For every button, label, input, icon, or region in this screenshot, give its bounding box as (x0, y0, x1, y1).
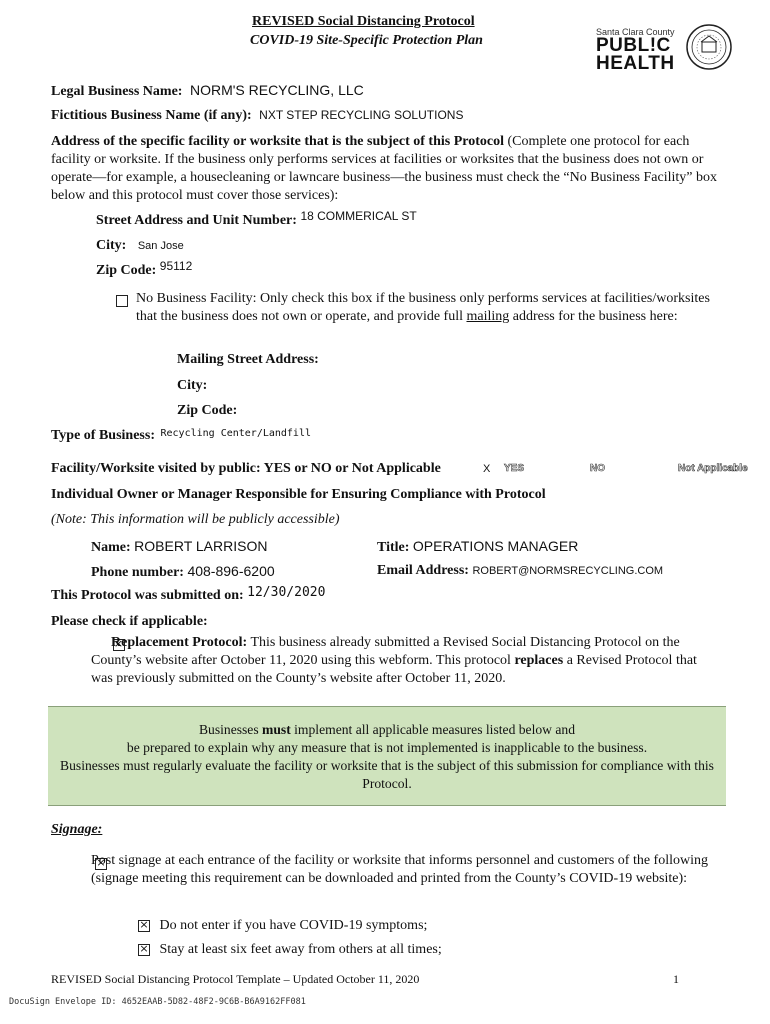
owner-name-value[interactable]: ROBERT LARRISON (134, 538, 268, 554)
owner-phone-row (91, 563, 275, 581)
compliance-banner (48, 706, 726, 806)
owner-phone-value[interactable]: 408-896-6200 (187, 563, 275, 579)
check-applicable-label: Please check if applicable: (51, 614, 208, 629)
owner-note: (Note: This information will be publicly accessible) (51, 512, 340, 527)
banner-line-1 (48, 721, 726, 739)
mailing-street-label: Mailing Street Address: (177, 352, 319, 367)
legal-name-label: Legal Business Name: (51, 84, 183, 99)
street-label: Street Address and Unit Number: (96, 213, 297, 228)
submitted-date-value[interactable]: 12/30/2020 (247, 585, 326, 600)
city-value[interactable]: San Jose (137, 240, 184, 252)
visited-selection-mark[interactable]: X (483, 463, 491, 475)
replacement-heading: Replacement Protocol: (111, 635, 248, 650)
signage-symptoms-text: Do not enter if you have COVID-19 symptoms; (159, 918, 428, 933)
replacement-replaces: replaces (514, 653, 564, 668)
owner-name-row (91, 538, 267, 556)
legal-name-value[interactable]: NORM'S RECYCLING, LLC (189, 82, 364, 98)
legal-name-row (51, 82, 364, 100)
signage-distance-text: Stay at least six feet away from others at all times; (159, 942, 442, 957)
fictitious-name-row (51, 108, 463, 124)
replacement-protocol-text (91, 634, 716, 688)
signage-sub1-row (138, 918, 427, 934)
no-facility-tail: address for the business here: (512, 309, 678, 324)
address-instructions-text: (Complete one protocol for each facility or worksite. If the business only performs services at facilities or worksites that the business does not own or operate—for example, a housecleaning or lawncare business—the business must check the “No Business Facility” box below and this protocol must cover those services): (51, 134, 717, 203)
city-row (96, 238, 184, 254)
type-label: Type of Business: (51, 428, 155, 443)
option-no[interactable]: NO (590, 463, 605, 474)
signage-post-text: Post signage at each entrance of the facility or worksite that informs personnel and customers of the following (signage meeting this requirement can be downloaded and printed from the County’s COVID-19 website): (91, 853, 708, 886)
no-facility-mailing: mailing (466, 309, 510, 324)
owner-email-row (377, 563, 663, 579)
document-subtitle: COVID-19 Site-Specific Protection Plan (250, 33, 483, 48)
banner-line-2: be prepared to explain why any measure that is not implemented is inapplicable to the business. (126, 740, 648, 755)
owner-heading: Individual Owner or Manager Responsible for Ensuring Compliance with Protocol (51, 487, 546, 502)
address-heading: Address of the specific facility or worksite that is the subject of this Protocol (51, 134, 504, 149)
street-row (96, 209, 417, 229)
address-instructions (51, 133, 721, 205)
owner-title-label: Title: (377, 540, 410, 555)
document-title: REVISED Social Distancing Protocol (252, 14, 475, 29)
signage-heading: Signage: (51, 822, 103, 837)
owner-name-label: Name: (91, 540, 131, 555)
county-seal-icon (686, 24, 732, 70)
zip-row (96, 259, 193, 279)
mailing-city-label: City: (177, 378, 208, 393)
submitted-label: This Protocol was submitted on: (51, 588, 244, 603)
public-health-logo (596, 27, 675, 73)
signage-symptoms-checkbox[interactable] (138, 920, 150, 932)
option-yes[interactable]: YES (504, 463, 525, 474)
signage-distance-checkbox[interactable] (138, 944, 150, 956)
owner-email-value[interactable]: ROBERT@NORMSRECYCLING.COM (472, 565, 664, 577)
logo-county: Santa Clara County (596, 27, 675, 37)
logo-line1: PUBL!C (596, 35, 671, 56)
banner-must: must (262, 722, 291, 737)
city-label: City: (96, 238, 127, 253)
fictitious-name-label: Fictitious Business Name (if any): (51, 108, 252, 123)
signage-sub2-row (138, 942, 442, 958)
owner-email-label: Email Address: (377, 563, 469, 578)
no-facility-text (136, 290, 716, 326)
street-value[interactable]: 18 COMMERICAL ST (300, 209, 417, 223)
banner-line-1c: implement all applicable measures listed below and (294, 722, 576, 737)
fictitious-name-value[interactable]: NXT STEP RECYCLING SOLUTIONS (259, 108, 464, 122)
banner-line-3: Businesses must regularly evaluate the facility or worksite that is the subject of this submission for compliance with this Protocol. (60, 758, 714, 791)
submitted-row (51, 585, 326, 604)
footer-template-text: REVISED Social Distancing Protocol Template – Updated October 11, 2020 (51, 972, 420, 986)
docusign-envelope-id: DocuSign Envelope ID: 4652EAAB-5D82-48F2-9C6B-B6A9162FF081 (9, 997, 306, 1007)
visited-by-public-label: Facility/Worksite visited by public: YES or NO or Not Applicable (51, 461, 441, 476)
mailing-zip-label: Zip Code: (177, 403, 238, 418)
type-of-business-row (51, 428, 311, 444)
type-value[interactable]: Recycling Center/Landfill (160, 428, 311, 439)
owner-phone-label: Phone number: (91, 565, 184, 580)
no-business-facility-checkbox[interactable] (116, 295, 128, 307)
replacement-text-2: a Revised Protocol that was previously submitted on the County’s website after October 11, 2020. (91, 653, 697, 686)
zip-label: Zip Code: (96, 263, 157, 278)
banner-line-1a: Businesses (198, 722, 259, 737)
owner-title-value[interactable]: OPERATIONS MANAGER (412, 538, 579, 554)
logo-line2: HEALTH (596, 53, 675, 74)
option-not-applicable[interactable]: Not Applicable (678, 463, 748, 474)
zip-value[interactable]: 95112 (159, 259, 193, 273)
page-number: 1 (673, 972, 679, 986)
no-facility-description: No Business Facility: Only check this box if the business only performs services at facilities/worksites that the business does not own or operate, and provide full (136, 291, 710, 324)
owner-title-row (377, 538, 578, 556)
replacement-text-1: This business already submitted a Revised Social Distancing Protocol on the County’s website after October 11, 2020 using this webform. This protocol (91, 635, 680, 668)
